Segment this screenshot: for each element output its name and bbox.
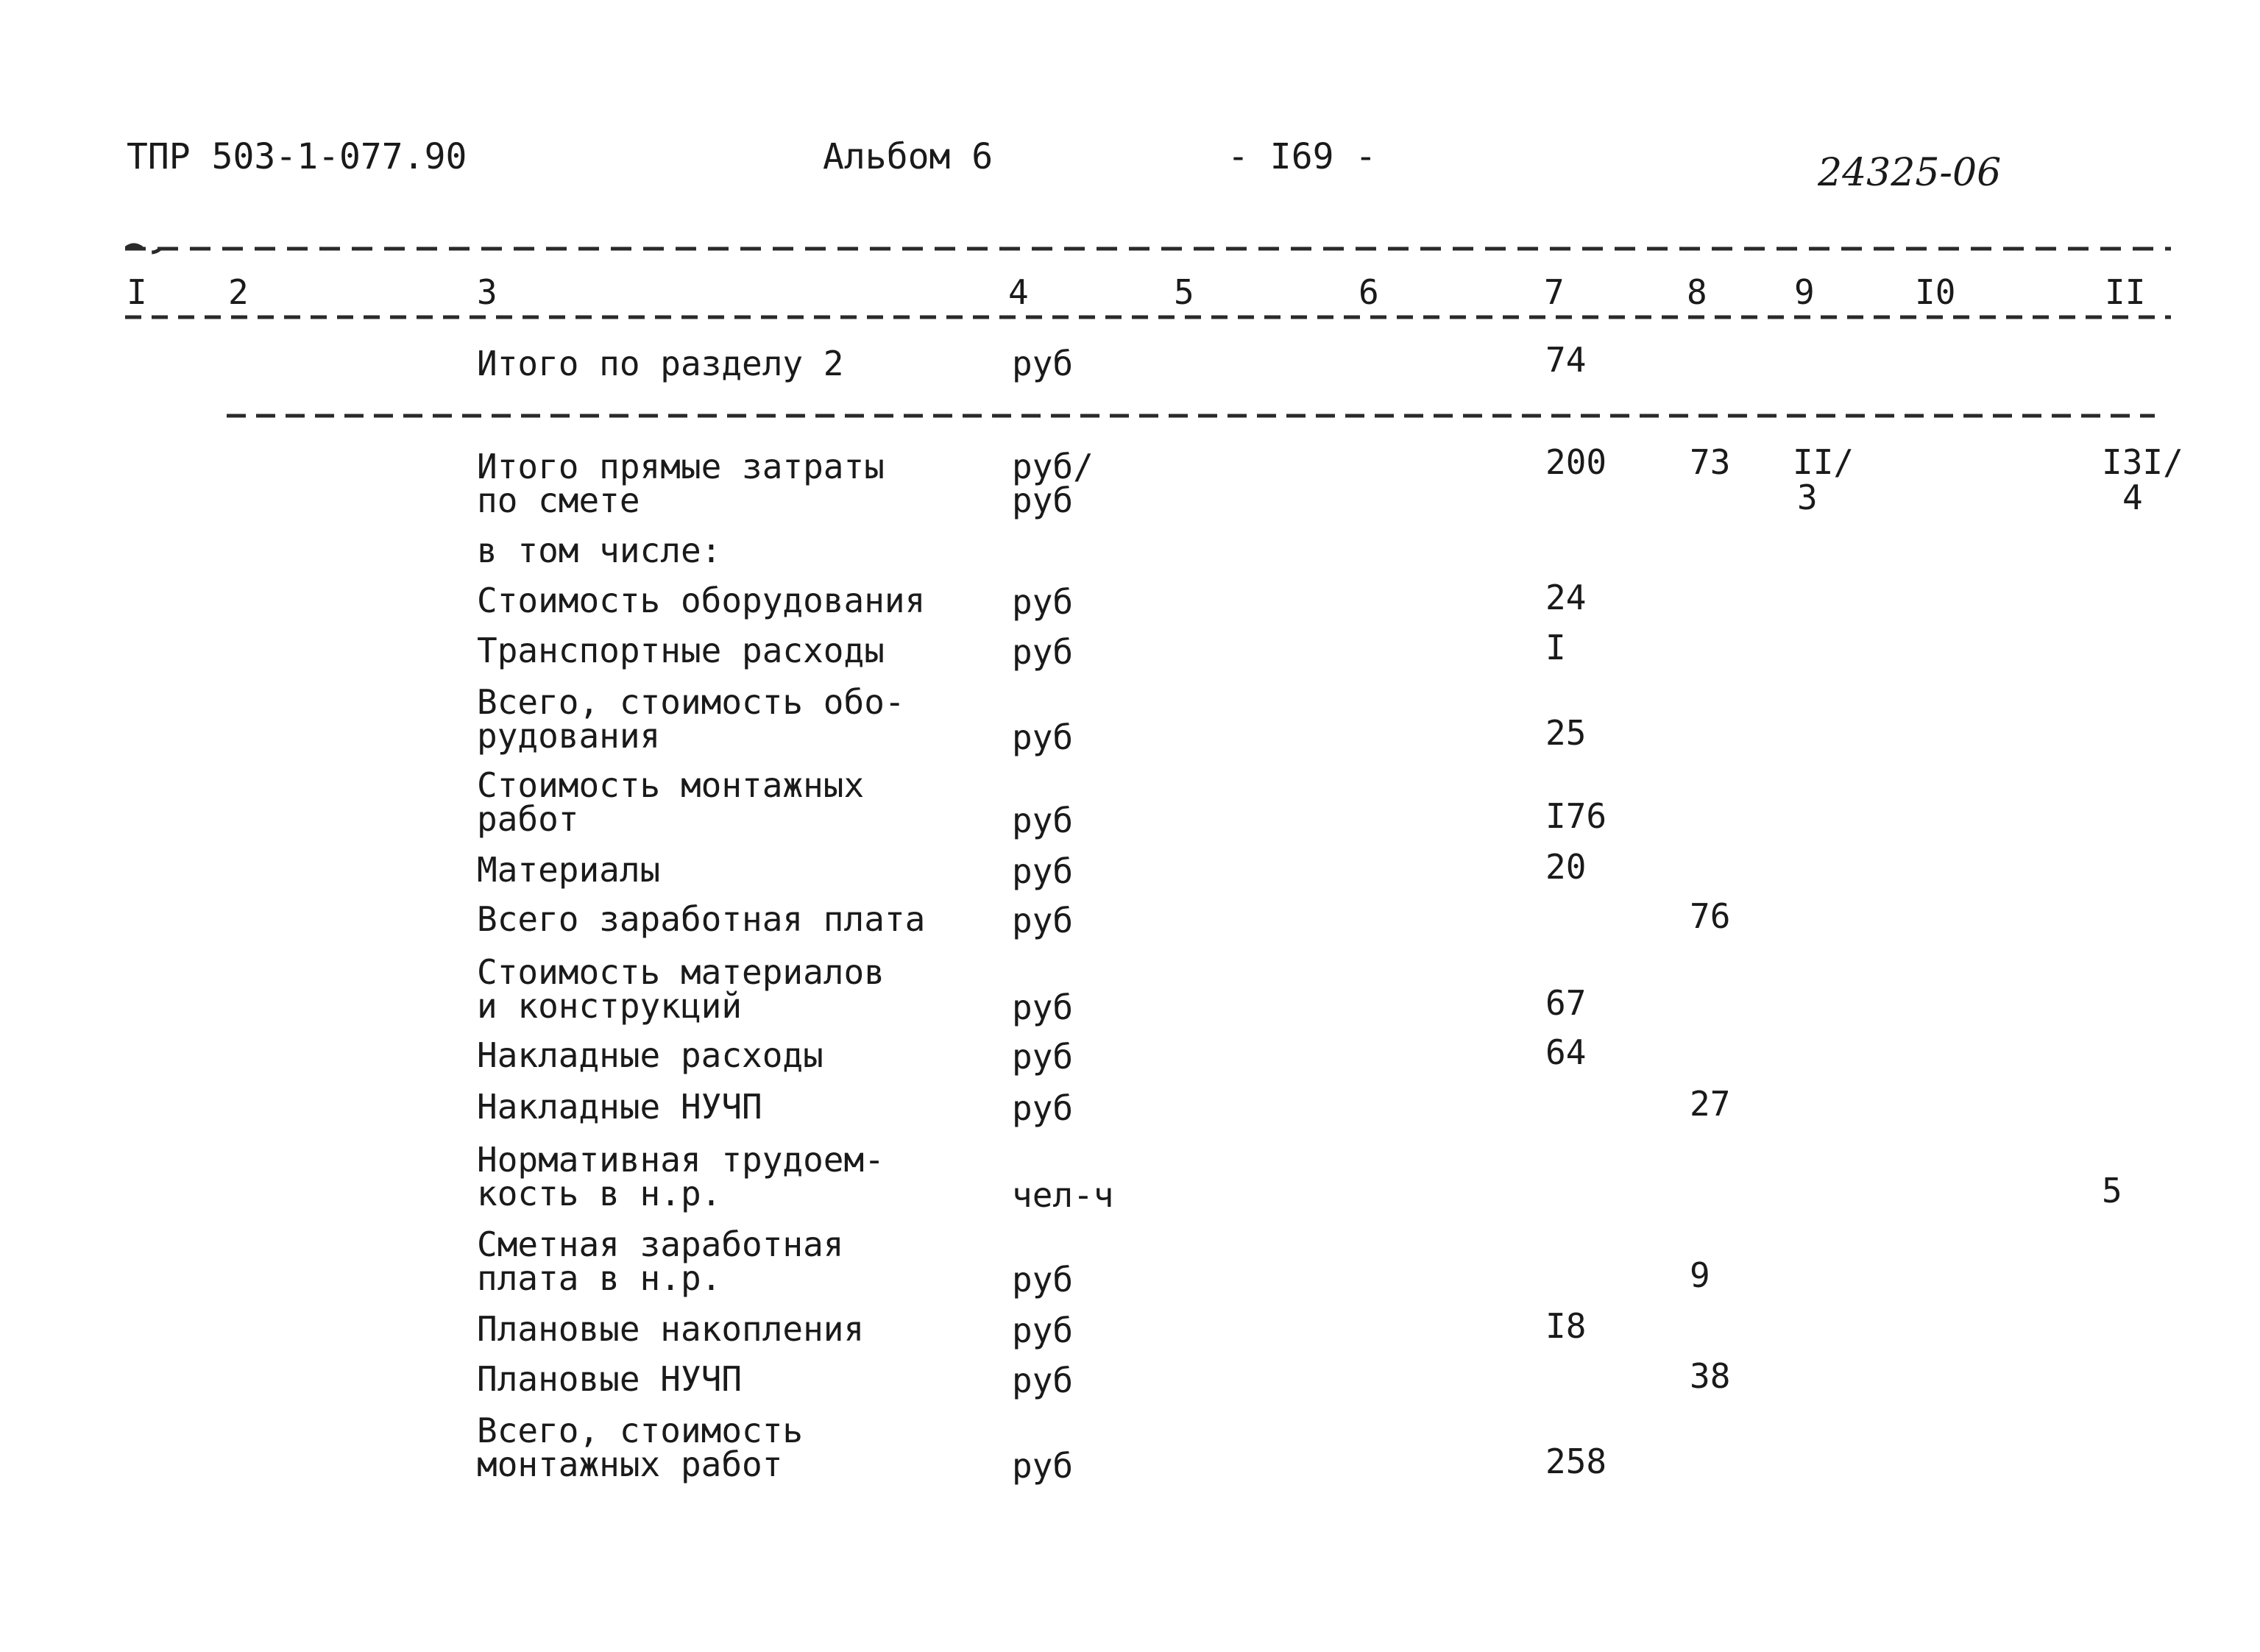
section-total-label: Итого по разделу 2 [477, 344, 844, 383]
row-label: Накладные расходы [477, 1035, 823, 1075]
row-unit: руб [1012, 1311, 1074, 1350]
row-unit: руб [1012, 851, 1074, 891]
row-label: Нормативная трудоем- [477, 1140, 885, 1180]
row-label-continued: монтажных работ [477, 1444, 783, 1484]
row-value-col7: 64 [1545, 1032, 1587, 1072]
document-code: ТПР 503-1-077.90 [127, 136, 467, 177]
row-unit: руб [1012, 901, 1074, 940]
row-value-col7: 25 [1545, 713, 1587, 753]
column-number: 7 [1544, 272, 1565, 312]
top-wavy-rule [125, 239, 2171, 258]
row-value-col7: I8 [1545, 1306, 1587, 1346]
column-number: 9 [1794, 272, 1815, 312]
direct-costs-label-1: Итого прямые затраты [477, 447, 885, 486]
column-number: 4 [1008, 272, 1029, 312]
including-label: в том числе: [477, 531, 722, 570]
row-label: Материалы [477, 850, 661, 890]
row-label: Плановые НУЧП [477, 1359, 743, 1399]
column-number: 5 [1174, 272, 1194, 312]
direct-costs-c7: 200 [1545, 442, 1607, 482]
row-unit: руб [1012, 632, 1074, 672]
row-value-col8: 38 [1690, 1356, 1731, 1396]
row-value-col7: I [1545, 628, 1566, 667]
row-unit: руб [1012, 988, 1074, 1027]
row-value-col8: 9 [1690, 1255, 1710, 1295]
row-label: Стоимость материалов [477, 952, 885, 992]
row-value-col11: 5 [2102, 1171, 2122, 1210]
direct-costs-c9-1: II/ [1793, 442, 1855, 482]
row-label-continued: кость в н.р. [477, 1174, 722, 1213]
direct-costs-unit-2: руб [1012, 481, 1074, 520]
row-label: Всего, стоимость обо- [477, 682, 905, 722]
column-number: 3 [477, 272, 497, 312]
row-value-col7: 67 [1545, 983, 1587, 1023]
row-label: Стоимость монтажных [477, 765, 865, 805]
row-label: Всего, стоимость [477, 1411, 804, 1450]
row-label: Накладные НУЧП [477, 1087, 762, 1127]
direct-costs-c11-1: I3I/ [2102, 442, 2183, 482]
column-number: I0 [1915, 272, 1956, 312]
page-number: - I69 - [1228, 136, 1377, 177]
row-label-continued: работ [477, 799, 579, 839]
section-total-value: 74 [1545, 340, 1587, 380]
row-value-col7: I76 [1545, 796, 1607, 836]
column-number: I [127, 272, 147, 312]
column-number: II [2105, 272, 2146, 312]
row-label: Транспортные расходы [477, 631, 885, 670]
row-label: Стоимость оборудования [477, 581, 926, 620]
column-number: 2 [228, 272, 249, 312]
row-label: Сметная заработная [477, 1224, 844, 1264]
row-label-continued: рудования [477, 716, 661, 756]
row-unit: руб [1012, 1088, 1074, 1128]
row-unit: руб [1012, 1446, 1074, 1486]
row-label: Всего заработная плата [477, 899, 926, 939]
album-label: Альбом 6 [823, 136, 993, 177]
row-unit: руб [1012, 1361, 1074, 1400]
row-unit: руб [1012, 717, 1074, 757]
row-label-continued: плата в н.р. [477, 1258, 722, 1298]
direct-costs-c11-2: 4 [2122, 478, 2143, 517]
section-total-unit: руб [1012, 344, 1074, 383]
column-number: 6 [1359, 272, 1379, 312]
row-unit: руб [1012, 582, 1074, 622]
row-unit: руб [1012, 1037, 1074, 1077]
direct-costs-unit-1: руб/ [1012, 447, 1094, 486]
section-wavy-rule [227, 406, 2155, 425]
row-label: Плановые накопления [477, 1309, 865, 1349]
row-unit: руб [1012, 1260, 1074, 1300]
document-number: 24325-06 [1818, 151, 2002, 195]
row-unit: руб [1012, 801, 1074, 840]
row-value-col7: 24 [1545, 578, 1587, 617]
row-value-col7: 20 [1545, 847, 1587, 887]
row-value-col8: 76 [1690, 896, 1731, 936]
column-number: 8 [1687, 272, 1707, 312]
direct-costs-c9-2: 3 [1797, 478, 1818, 517]
column-header-rule [125, 308, 2171, 327]
row-value-col8: 27 [1690, 1084, 1731, 1124]
row-value-col7: 258 [1545, 1442, 1607, 1481]
row-label-continued: и конструкций [477, 986, 743, 1026]
direct-costs-label-2: по смете [477, 481, 640, 520]
row-unit: чел-ч [1012, 1175, 1114, 1215]
direct-costs-c8: 73 [1690, 442, 1731, 482]
